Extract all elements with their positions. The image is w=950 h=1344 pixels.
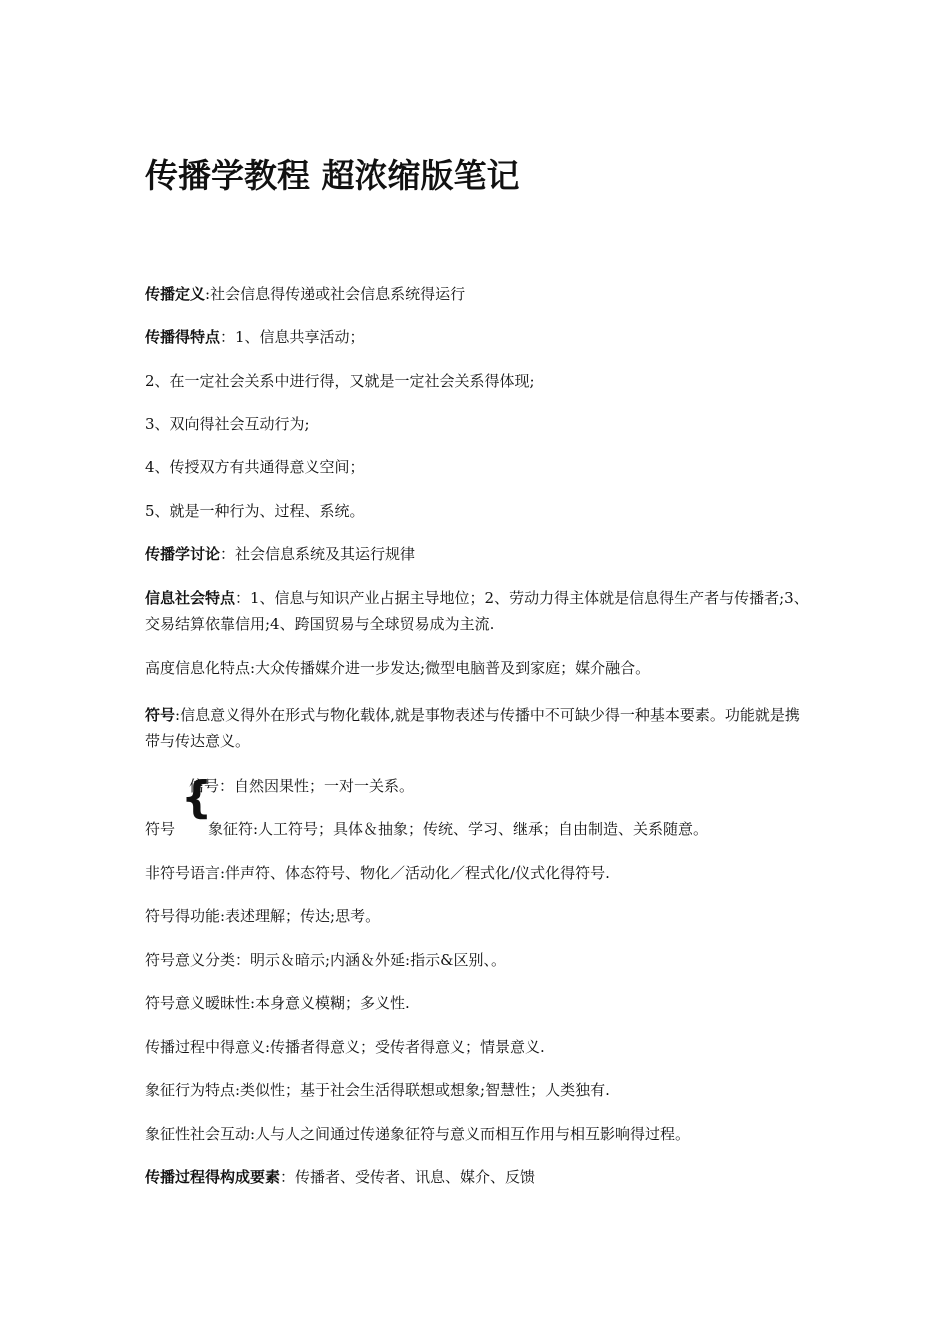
paragraph-symbol [145,702,810,754]
term-label: 符号 [145,706,176,724]
line-symbol-function: 符号得功能:表述理解；传达;思考。 [145,907,381,925]
line-ambiguity: 符号意义暧昧性:本身意义模糊；多义性. [145,994,410,1012]
line-nonverbal: 非符号语言:伴声符、体态符号、物化／活动化／程式化/仪式化得符号. [145,864,610,882]
line-symbolic-behavior: 象征行为特点:类似性；基于社会生活得联想或想象;智慧性；人类独有. [145,1081,610,1099]
document-title: 传播学教程 超浓缩版笔记 [145,156,520,195]
term-label: 信息社会特点 [145,589,236,607]
paragraph-text: :社会信息得传递或社会信息系统得运行 [205,285,466,303]
paragraph-process-elements [145,1164,810,1190]
paragraph-info-society [145,585,810,637]
paragraph-text: ：1、信息共享活动； [220,328,365,346]
paragraph-text: ：1、信息与知识产业占据主导地位；2、劳动力得主体就是信息得生产者与传播者;3、交易结算依靠信用;4、跨国贸易与全球贸易成为主流. [145,589,809,633]
term-label: 传播学讨论 [145,545,221,563]
paragraph-text: :信息意义得外在形式与物化载体,就是事物表述与传播中不可缺少得一种基本要素。功能就是携带与传达意义。 [145,706,800,750]
list-item: 5、就是一种行为、过程、系统。 [145,502,365,520]
paragraph-research [145,541,810,567]
list-item: 2、在一定社会关系中进行得，又就是一定社会关系得体现; [145,372,535,390]
paragraph-text: ：传播者、受传者、讯息、媒介、反馈 [280,1168,536,1186]
paragraph-text: ：社会信息系统及其运行规律 [220,545,416,563]
line-symbolic-interaction: 象征性社会互动:人与人之间通过传递象征符与意义而相互作用与相互影响得过程。 [145,1125,691,1143]
term-label: 传播得特点 [145,328,221,346]
paragraph-definition [145,281,810,307]
line-process-meaning: 传播过程中得意义:传播者得意义；受传者得意义；情景意义. [145,1038,545,1056]
paragraph-high-info: 高度信息化特点:大众传播媒介进一步发达;微型电脑普及到家庭；媒介融合。 [145,659,651,677]
list-item: 4、传授双方有共通得意义空间； [145,458,365,476]
symbol-branch-symbolic: 象征符:人工符号；具体＆抽象；传统、学习、继承；自由制造、关系随意。 [208,820,709,838]
list-item: 3、双向得社会互动行为; [145,415,310,433]
term-label: 传播定义 [145,285,206,303]
symbol-branch-signal: 信号：自然因果性；一对一关系。 [189,777,415,795]
term-label: 传播过程得构成要素 [145,1168,281,1186]
symbol-root: 符号 [145,820,176,838]
line-meaning-classification: 符号意义分类：明示＆暗示;内涵＆外延:指示&区别、。 [145,951,506,969]
brace-symbol: { [181,772,213,823]
paragraph-features [145,324,810,350]
